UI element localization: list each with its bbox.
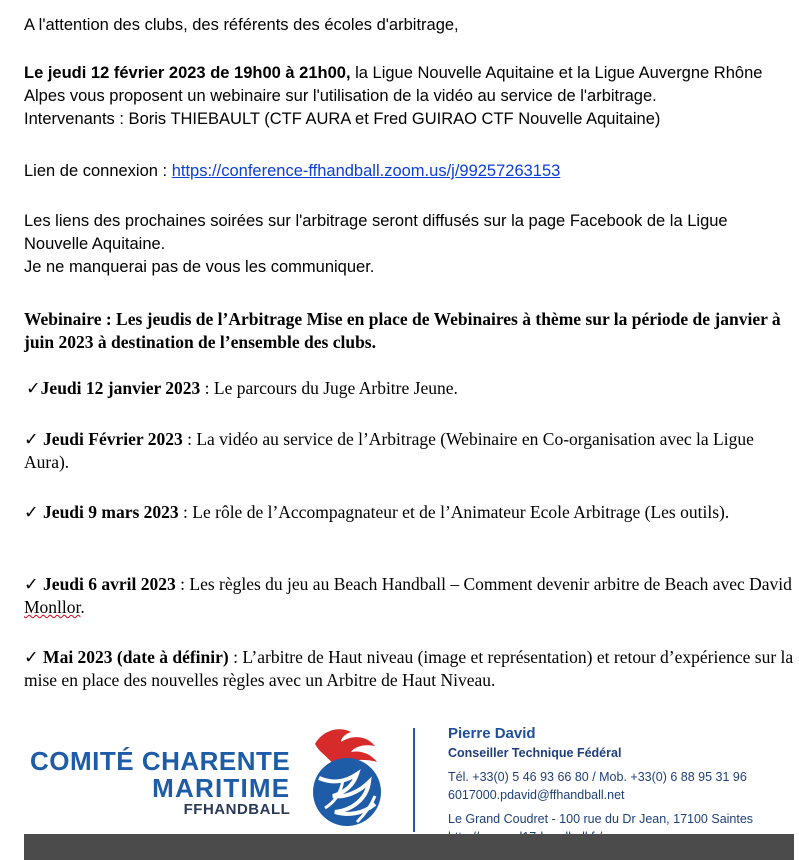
session-description: : Les règles du jeu au Beach Handball – Comment devenir arbitre de Beach avec David	[175, 574, 792, 594]
next-links-text: Les liens des prochaines soirées sur l'arbitrage seront diffusés sur la page Facebook de la Ligue Nouvelle Aquitaine.	[24, 212, 728, 253]
communicate-line: Je ne manquerai pas de vous les communiquer.	[24, 258, 375, 276]
intro-line: A l'attention des clubs, des référents des écoles d'arbitrage,	[24, 16, 459, 34]
zoom-link[interactable]: https://conference-ffhandball.zoom.us/j/99257263153	[171, 162, 561, 180]
announcement-paragraph	[24, 62, 794, 131]
session-date: Jeudi 12 janvier 2023	[40, 378, 201, 398]
check-icon: ✓	[24, 574, 39, 594]
session-item	[24, 573, 794, 619]
session-description: : L’arbitre de Haut niveau (image et représentation) et retour d’expérience sur la mise en place des nouvelles règles avec un Arbitre de Haut Niveau.	[24, 647, 794, 690]
session-description: : Le parcours du Juge Arbitre Jeune.	[200, 378, 458, 398]
next-links-paragraph	[24, 210, 794, 279]
connection-label: Lien de connexion :	[24, 162, 172, 180]
announcement-date: Le jeudi 12 février 2023 de 19h00 à 21h00,	[24, 64, 351, 82]
announcement-text: la Ligue Nouvelle Aquitaine et la Ligue Auvergne Rhône Alpes vous proposent un webinaire sur l'utilisation de la vidéo au service de l'arbitrage.	[24, 64, 763, 105]
session-date: Jeudi 9 mars 2023	[38, 502, 179, 522]
webinar-heading: Webinaire : Les jeudis de l’Arbitrage Mise en place de Webinaires à thème sur la période de janvier à juin 2023 à destination de l’ensemble des clubs.	[24, 309, 781, 352]
spellcheck-word: Monllor	[24, 597, 81, 617]
check-icon: ✓	[24, 647, 39, 667]
contact-name: Pierre David	[448, 725, 536, 742]
committee-logo	[30, 748, 290, 819]
contact-email[interactable]: 6017000.pdavid@ffhandball.net	[448, 788, 625, 802]
footer-bar	[24, 834, 794, 860]
session-date: Jeudi 6 avril 2023	[38, 574, 176, 594]
contact-role: Conseiller Technique Fédéral	[448, 746, 622, 760]
contact-phones: Tél. +33(0) 5 46 93 66 80 / Mob. +33(0) 6 88 95 31 96	[448, 770, 747, 784]
brand-line-1: COMITÉ CHARENTE	[30, 746, 291, 776]
session-description: : La vidéo au service de l’Arbitrage (Webinaire en Co-organisation avec la Ligue Aura).	[24, 429, 754, 472]
session-item	[24, 501, 794, 524]
check-icon: ✓	[24, 429, 39, 449]
check-icon: ✓	[26, 378, 41, 398]
speakers-line: Intervenants : Boris THIEBAULT (CTF AURA et Fred GUIRAO CTF Nouvelle Aquitaine)	[24, 110, 661, 128]
session-end: .	[80, 597, 85, 617]
connection-line	[24, 160, 794, 183]
signature-divider	[413, 728, 415, 832]
session-item	[26, 377, 796, 400]
session-date: Jeudi Février 2023	[38, 429, 183, 449]
contact-block	[448, 724, 753, 846]
session-description: : Le rôle de l’Accompagnateur et de l’Animateur Ecole Arbitrage (Les outils).	[178, 502, 730, 522]
check-icon: ✓	[24, 502, 39, 522]
session-item	[24, 646, 794, 692]
contact-address: Le Grand Coudret - 100 rue du Dr Jean, 17100 Saintes	[448, 812, 754, 826]
brand-line-2: MARITIME	[152, 773, 291, 803]
session-date: Mai 2023 (date à définir)	[38, 647, 229, 667]
brand-line-3: FFHANDBALL	[183, 801, 291, 818]
session-item	[24, 428, 794, 474]
rooster-handball-icon	[305, 726, 387, 830]
